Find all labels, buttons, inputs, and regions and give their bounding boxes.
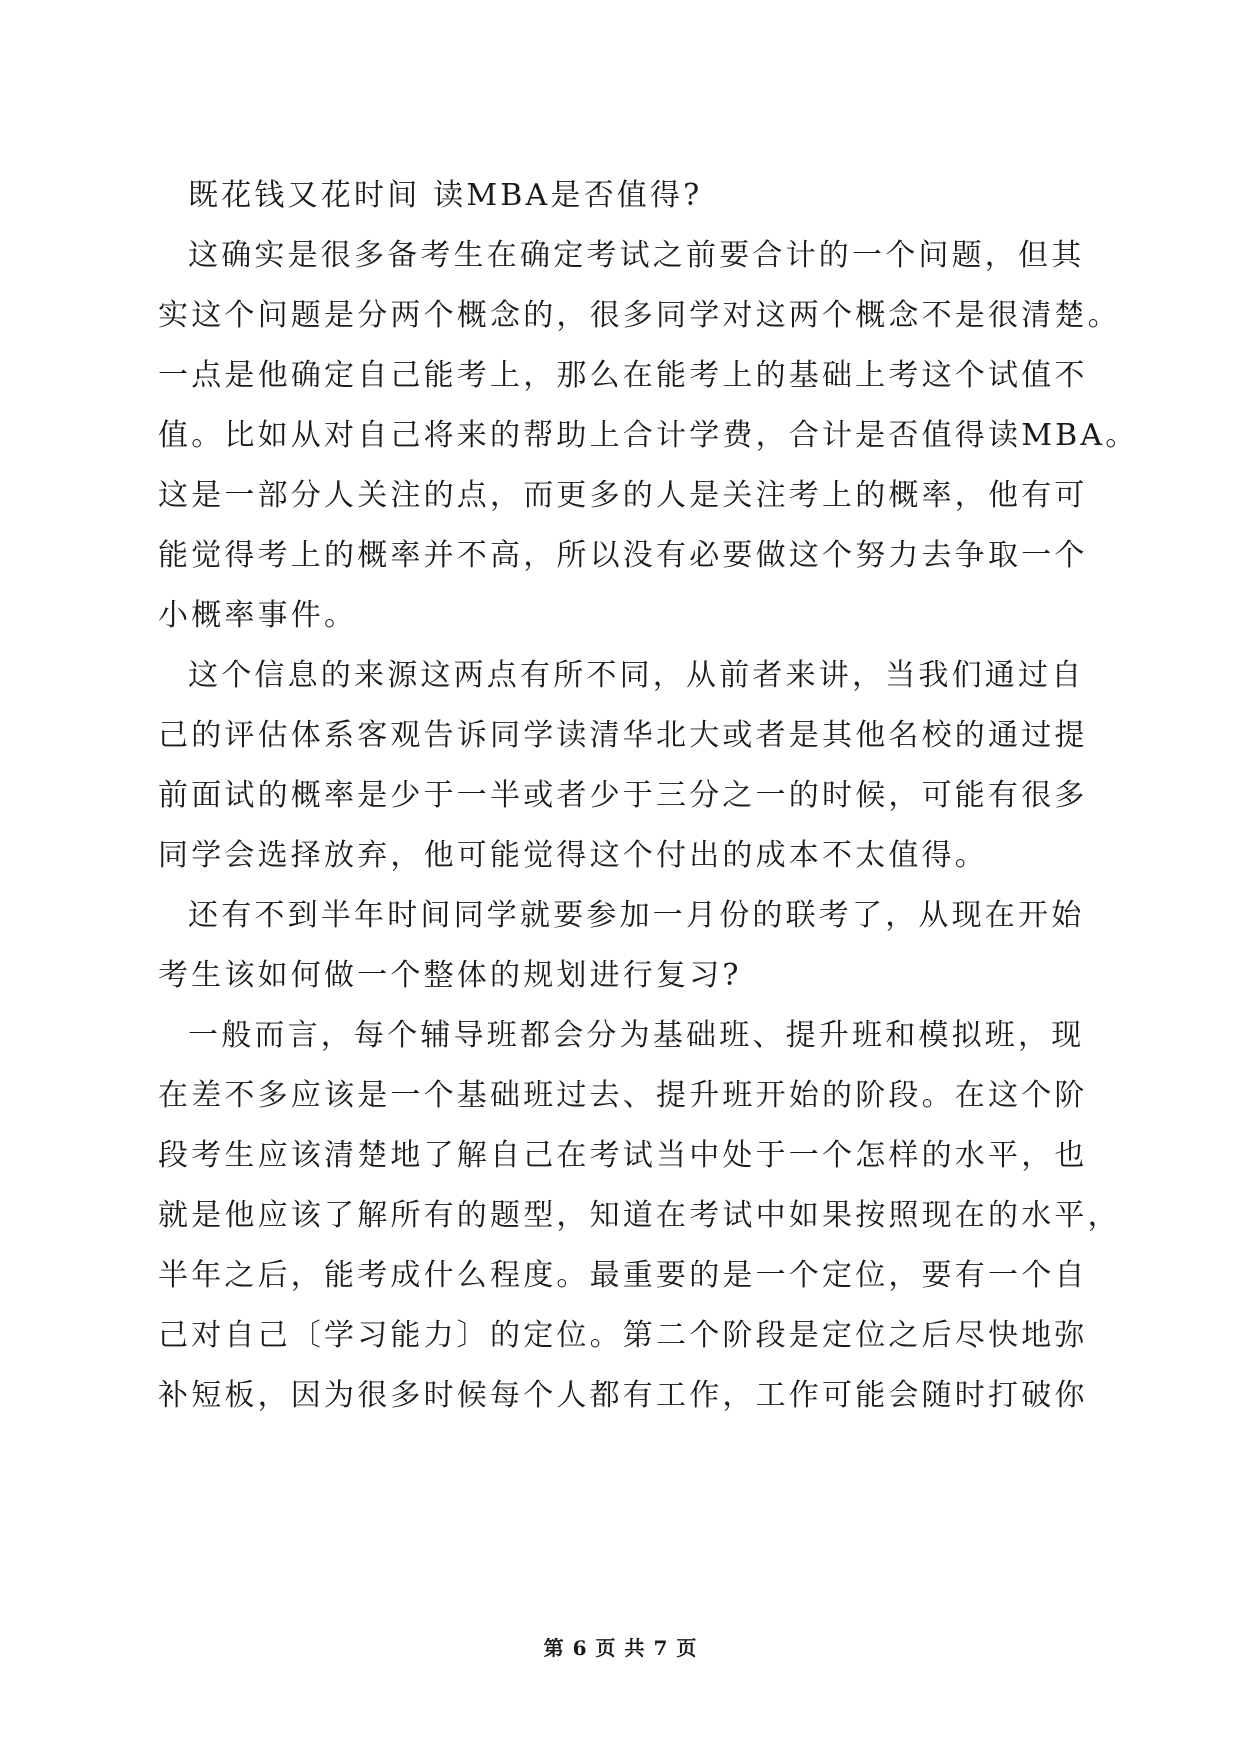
text-line: 一点是他确定自己能考上，那么在能考上的基础上考这个试值不 [158,358,1088,393]
text-line: 还有不到半年时间同学就要参加一月份的联考了，从现在开始 [188,898,1085,933]
text-line: 值。比如从对自己将来的帮助上合计学费，合计是否值得读MBA。 [158,418,1139,453]
text-line: 前面试的概率是少于一半或者少于三分之一的时候，可能有很多 [158,778,1088,813]
text-line: 半年之后，能考成什么程度。最重要的是一个定位，要有一个自 [158,1258,1088,1293]
text-line: 能觉得考上的概率并不高，所以没有必要做这个努力去争取一个 [158,538,1088,573]
document-body [158,166,1139,1426]
text-line: 考生该如何做一个整体的规划进行复习? [158,958,742,993]
text-line: 这是一部分人关注的点，而更多的人是关注考上的概率，他有可 [158,478,1088,513]
text-line: 补短板，因为很多时候每个人都有工作，工作可能会随时打破你 [158,1378,1088,1413]
text-line: 就是他应该了解所有的题型，知道在考试中如果按照现在的水平， [158,1198,1121,1233]
text-line: 段考生应该清楚地了解自己在考试当中处于一个怎样的水平，也 [158,1138,1088,1173]
text-line: 一般而言，每个辅导班都会分为基础班、提升班和模拟班，现 [188,1018,1085,1053]
page-footer: 第 6 页 共 7 页 [543,1636,698,1660]
text-line: 这个信息的来源这两点有所不同，从前者来讲，当我们通过自 [188,658,1085,693]
text-line: 既花钱又花时间 读MBA是否值得? [188,178,703,213]
text-line: 己的评估体系客观告诉同学读清华北大或者是其他名校的通过提 [158,718,1088,753]
text-line: 这确实是很多备考生在确定考试之前要合计的一个问题，但其 [188,238,1085,273]
text-line: 在差不多应该是一个基础班过去、提升班开始的阶段。在这个阶 [158,1078,1088,1113]
text-line: 实这个问题是分两个概念的，很多同学对这两个概念不是很清楚。 [158,298,1121,333]
text-line: 小概率事件。 [158,598,358,633]
text-line: 己对自己〔学习能力〕的定位。第二个阶段是定位之后尽快地弥 [158,1318,1088,1353]
text-line: 同学会选择放弃，他可能觉得这个付出的成本不太值得。 [158,838,988,873]
